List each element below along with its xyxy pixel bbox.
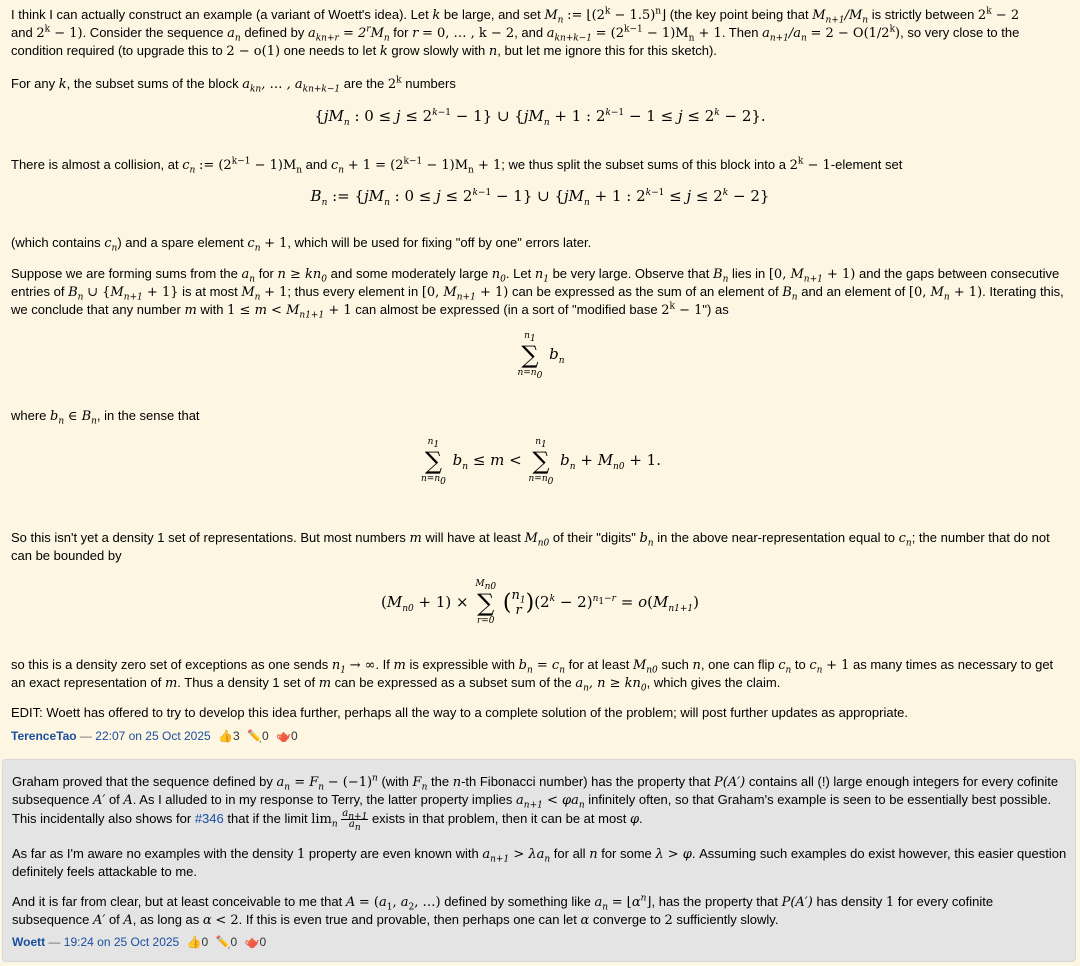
reaction-teapot[interactable]: 🫖0: [276, 729, 298, 743]
author-link[interactable]: TerenceTao: [11, 729, 77, 743]
pencil-icon: ✏️: [247, 729, 262, 743]
comment-paragraph: Graham proved that the sequence defined by $a_n = F_n - (-1)^n$ (with $F_n$ the n-th Fibonacci number) has the property that P(A′) contains all (!) large enough integers for every cofinite subsequence A′ of A. As I alluded to in my response to Terry, the latter property implies $a_{n+1} < \varphi a_n$ infinitely often, so that Graham's example is seen to be essentially best possible. This incidentally also shows for #346 that if the limit $\lim_n$ $\frac{a_{n+1}}{a_n}$ exists in that problem, then it can be at most φ.: [12, 773, 1059, 833]
comment-paragraph: (which contains $c_n$) and a spare element $c_n + 1$, which will be used for fixing "off by one" errors later.: [11, 235, 592, 254]
comment-paragraph: I think I can actually construct an example (a variant of Woett's idea). Let k be large, and set $M_n$ := $⌊(2^k$ − 1.5)$^n$⌋ (the key point being that $M_{n+1}/M_n$ is strictly between $2^k - 2$ and $2^k - 1$). Consider the sequence $a_n$ defined by $a_{kn+r} = 2^rM_n$ for r = 0, … , k − 2, and $a_{kn+k-1} = (2^{k-1} - 1)M_n + 1$. Then $a_{n+1}/a_n = 2 - O(1/2^k)$, so very close to the condition required (to upgrade this to 2 − o(1) one needs to let k grow slowly with n, but let me ignore this for this sketch).: [11, 6, 1020, 59]
author-link[interactable]: Woett: [12, 935, 46, 949]
thumbs-up-icon: 👍: [186, 935, 202, 949]
comment-paragraph: Suppose we are forming sums from the $a_n$ for $n \ge kn_0$ and some moderately large $n_0$. Let $n_1$ be very large. Observe that $B_n$ lies in [0, $M_{n+1} + 1$) and the gaps between consecutive entries of $B_n$ ∪ $\{M_{n+1} + 1\}$ is at most $M_n + 1$; thus every element in [0, $M_{n+1} + 1$) can be expressed as the sum of an element of $B_n$ and an element of [0, $M_n + 1$). Iterating this, we conclude that any number m with $1 \le m < M_{n1+1} + 1$ can almost be expressed (in a sort of "modified base $2^k$ − 1") as: [11, 266, 1064, 321]
teapot-icon: 🫖: [244, 935, 260, 949]
reaction-pencil[interactable]: ✏️0: [215, 935, 238, 949]
thumbs-up-icon: 👍: [218, 729, 233, 743]
reaction-thumbs-up[interactable]: 👍3: [218, 729, 240, 743]
comment-paragraph: For any k, the subset sums of the block $a_{kn}$, … , $a_{kn+k-1}$ are the 2$^k$ numbers: [11, 75, 456, 95]
comment-woett: [2, 759, 1076, 962]
display-equation: $B_n$ := {$jM_n$ : $0 \le j \le 2^{k-1} - 1$} ∪ {$jM_n + 1$ : $2^{k-1} \le j \le 2^k - 2$}: [310, 187, 770, 208]
comment-paragraph: As far as I'm aware no examples with the density 1 property are even known with $a_{n+1} > \lambda a_n$ for all n for some λ > φ. Assuming such examples do exist however, this easier question definitely feels attackable to me.: [12, 846, 1067, 879]
reaction-teapot[interactable]: 🫖0: [244, 935, 267, 949]
comment-paragraph: There is almost a collision, at $c_n$ := $(2^{k-1} - 1)M_n$ and $c_n + 1 = (2^{k-1} - 1)M_n + 1$; we thus split the subset sums of this block into a $2^k$ − 1-element set: [11, 156, 903, 176]
comment-paragraph: And it is far from clear, but at least conceivable to me that $A = (a_1$, $a_2$, …) defined by something like $a_n$ = $⌊\alpha^n⌋$, has the property that P(A′) has density 1 for every cofinite subsequence A′ of A, as long as α < 2. If this is even true and provable, then perhaps one can let α converge to 2 sufficiently slowly.: [12, 893, 994, 928]
reaction-thumbs-up[interactable]: 👍0: [186, 935, 209, 949]
comment-paragraph: EDIT: Woett has offered to try to develop this idea further, perhaps all the way to a complete solution of the problem; will post further updates as appropriate.: [11, 705, 909, 720]
problem-link[interactable]: #346: [194, 810, 224, 826]
display-equation: {$jM_n$ : $0 \le j \le 2^{k-1} - 1$} ∪ {$jM_n + 1$ : $2^{k-1} - 1 \le j \le 2^k - 2$}.: [314, 107, 766, 128]
teapot-icon: 🫖: [276, 729, 291, 743]
comment-paragraph: so this is a density zero set of exceptions as one sends $n_1$ → ∞. If m is expressible with $b_n = c_n$ for at least $M_{n0}$ such n, one can flip $c_n$ to $c_n + 1$ as many times as necessary to get an exact representation of m. Thus a density 1 set of m can be expressed as a subset sum of the $a_n$, $n \ge kn_0$, which gives the claim.: [11, 657, 1054, 694]
display-equation: $n_1$ ∑ $n=n_0$ $b_n \le m$ < $n_1$ ∑ $n=n_0$ $b_n + M_{n0} + 1$.: [421, 437, 661, 487]
timestamp-link[interactable]: 19:24 on 25 Oct 2025: [63, 935, 180, 949]
pencil-icon: ✏️: [215, 935, 231, 949]
display-equation: $n_1$ ∑ $n=n_0$ $b_n$: [517, 331, 565, 381]
timestamp-link[interactable]: 22:07 on 25 Oct 2025: [95, 729, 211, 743]
comment-paragraph: where $b_n$ ∈ $B_n$, in the sense that: [11, 408, 200, 427]
reaction-pencil[interactable]: ✏️0: [247, 729, 269, 743]
comment-paragraph: So this isn't yet a density 1 set of representations. But most numbers m will have at least $M_{n0}$ of their "digits" $b_n$ in the above near-representation equal to $c_n$; the number that do not can be bounded by: [11, 530, 1050, 563]
comment-meta: Woett — 19:24 on 25 Oct 2025 👍0 ✏️0 🫖0: [12, 935, 267, 949]
comment-meta: TerenceTao — 22:07 on 25 Oct 2025 👍3 ✏️0 🫖0: [11, 729, 298, 743]
display-equation: $(M_{n0} + 1)$ × $M_{n0}$ ∑ r=0 ( $n_1$ r )$(2^k - 2)^{n_1-r} = o(M_{n1+1})$: [381, 579, 699, 626]
